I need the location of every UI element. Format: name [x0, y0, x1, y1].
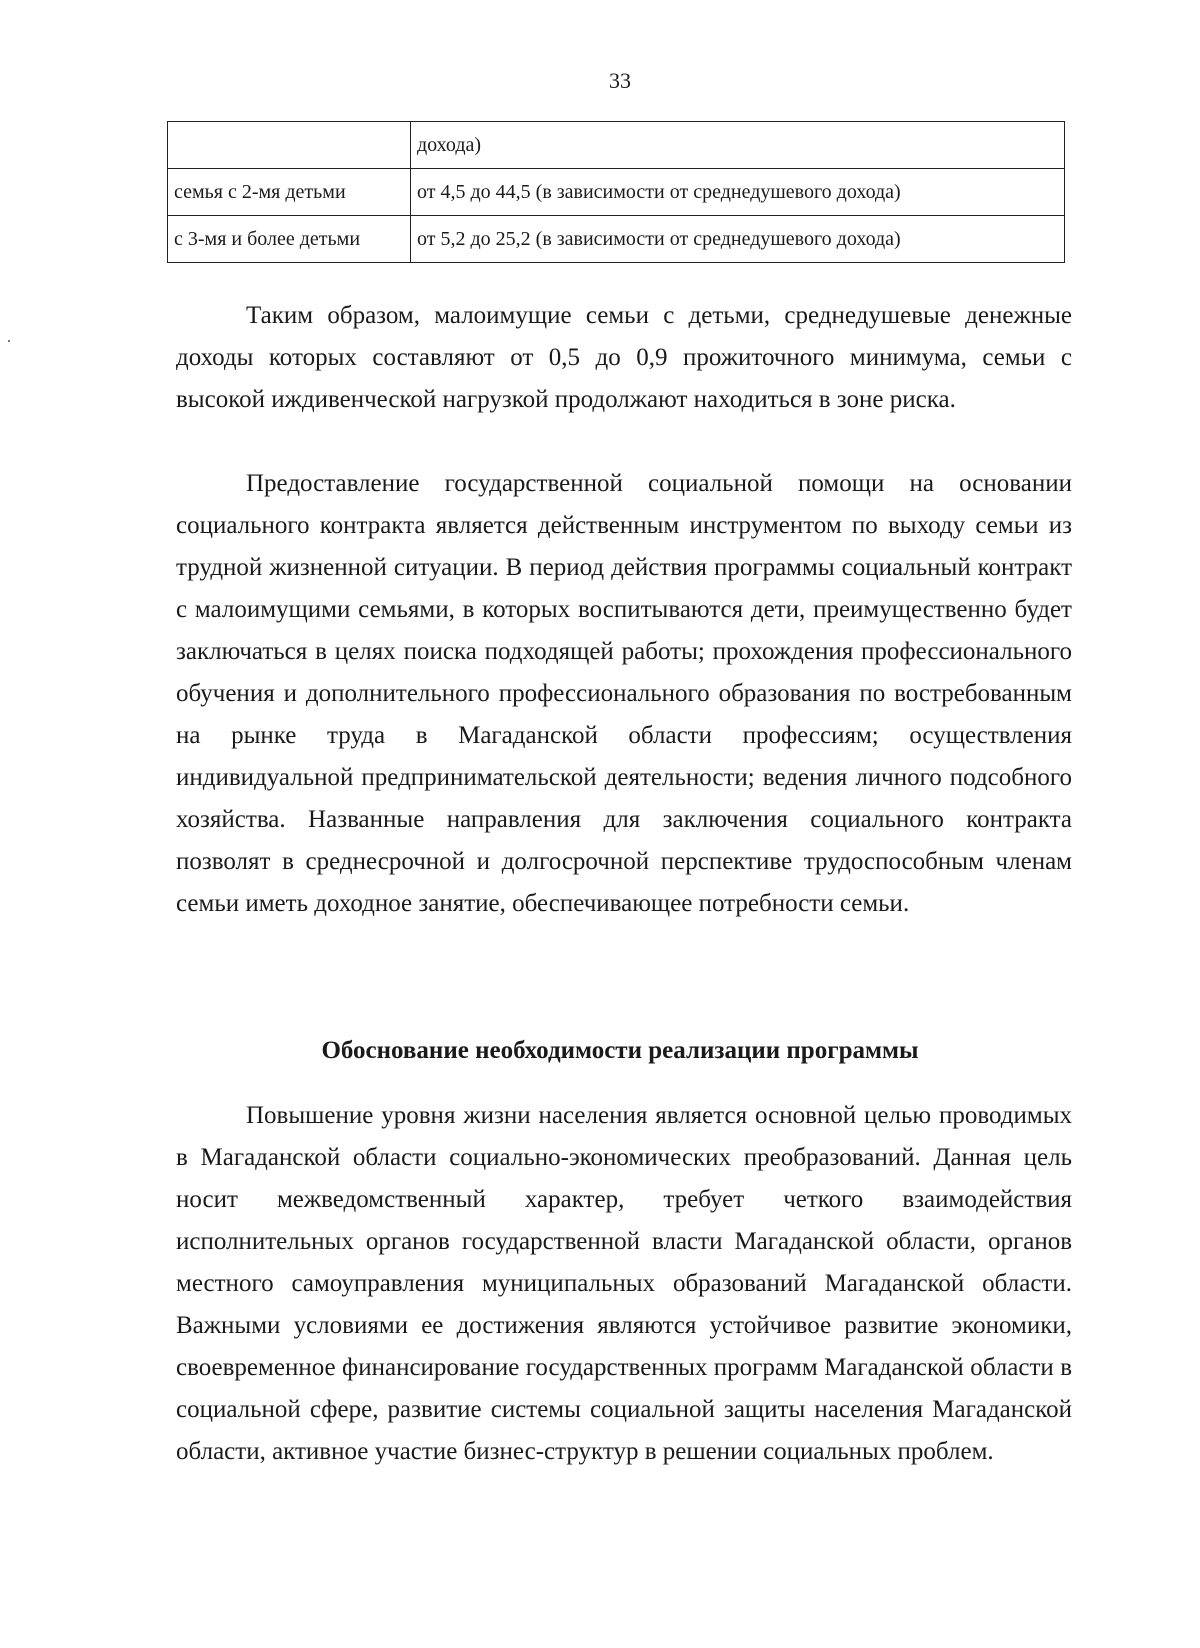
- paragraph-text: Таким образом, малоимущие семьи с детьми, среднедушевые денежные доходы которых составляют от 0,5 до 0,9 прожиточного минимума, семьи с высокой иждивенческой нагрузкой продолжают находиться в зоне риска.: [176, 302, 1072, 413]
- body-paragraph-risk-zone: [176, 295, 1072, 421]
- table-row: [168, 122, 1065, 169]
- table-cell-category: семья с 2-мя детьми: [168, 169, 411, 216]
- table-row: [168, 169, 1065, 216]
- paragraph-text: Повышение уровня жизни населения является основной целью проводимых в Магаданской области социально-экономических преобразований. Данная цель носит межведомственный характер, требует четкого взаимодействия исполнительных органов государственной власти Магаданской области, органов местного самоуправления муниципальных образований Магаданской области. Важными условиями ее достижения являются устойчивое развитие экономики, своевременное финансирование государственных программ Магаданской области в социальной сфере, развитие системы социальной защиты населения Магаданской области, активное участие бизнес-структур в решении социальных проблем.: [176, 1102, 1072, 1465]
- scan-artifact: [8, 340, 10, 342]
- table-cell-value: от 5,2 до 25,2 (в зависимости от среднедушевого дохода): [411, 216, 1065, 263]
- table-cell-value: дохода): [411, 122, 1065, 169]
- table-cell-category: с 3-мя и более детьми: [168, 216, 411, 263]
- body-paragraph-social-contract: [176, 463, 1072, 925]
- table-cell-category: [168, 122, 411, 169]
- section-heading: Обоснование необходимости реализации программы: [321, 1037, 919, 1064]
- paragraph-text: Предоставление государственной социальной помощи на основании социального контракта является действенным инструментом по выходу семьи из трудной жизненной ситуации. В период действия программы социальный контракт с малоимущими семьями, в которых воспитываются дети, преимущественно будет заключаться в целях поиска подходящей работы; прохождения профессионального обучения и дополнительного профессионального образования по востребованным на рынке труда в Магаданской области профессиям; осуществления индивидуальной предпринимательской деятельности; ведения личного подсобного хозяйства. Названные направления для заключения социального контракта позволят в среднесрочной и долгосрочной перспективе трудоспособным членам семьи иметь доходное занятие, обеспечивающее потребности семьи.: [176, 470, 1072, 917]
- table-cell-value: от 4,5 до 44,5 (в зависимости от среднедушевого дохода): [411, 169, 1065, 216]
- body-paragraph-program-rationale: [176, 1095, 1072, 1473]
- page-number: 33: [609, 68, 631, 93]
- income-table: [167, 121, 1065, 263]
- table-row: [168, 216, 1065, 263]
